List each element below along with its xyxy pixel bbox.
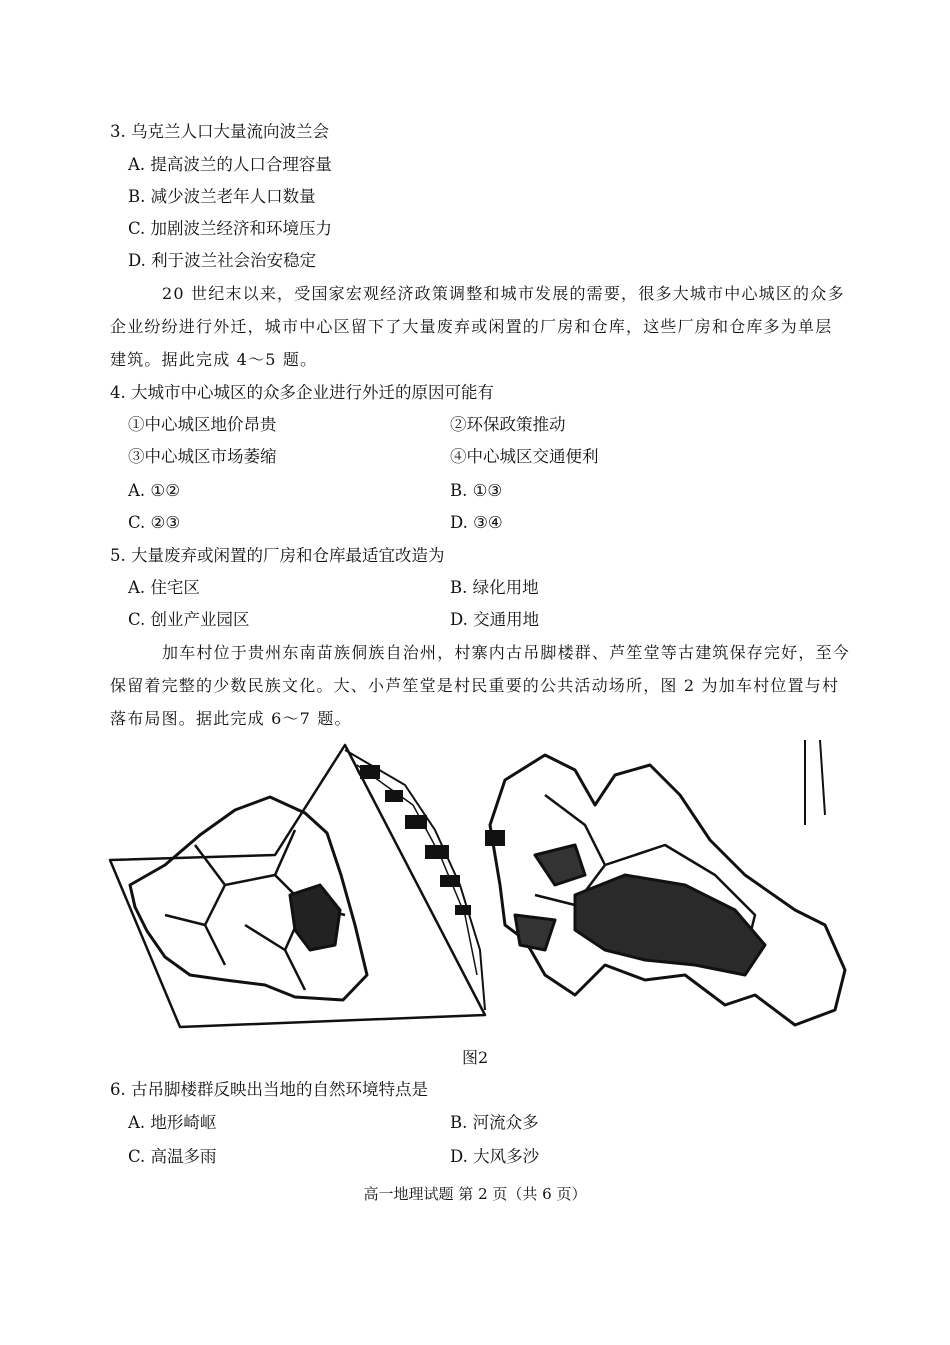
passage-2-line-1: 加车村位于贵州东南苗族侗族自治州，村寨内古吊脚楼群、芦笙堂等古建筑保存完好，至今 (162, 643, 851, 662)
highlight-region (290, 885, 340, 950)
question-4-option-d: D. ③④ (450, 513, 503, 532)
question-4-item-2: ②环保政策推动 (450, 415, 566, 434)
question-3-option-d: D. 利于波兰社会治安稳定 (128, 251, 317, 270)
question-5-option-c: C. 创业产业园区 (128, 610, 250, 629)
passage-1-line-1: 20 世纪末以来，受国家宏观经济政策调整和城市发展的需要，很多大城市中心城区的众多 (162, 284, 845, 303)
legend-mark (485, 830, 505, 846)
question-6-option-b: B. 河流众多 (450, 1113, 539, 1132)
question-5-stem: 5. 大量废弃或闲置的厂房和仓库最适宜改造为 (110, 546, 445, 565)
figure-2-map (105, 735, 850, 1035)
map-strip-inner (357, 765, 477, 975)
building-cluster (535, 845, 585, 885)
legend-mark (405, 815, 427, 829)
legend-mark (455, 905, 471, 915)
passage-1-line-2: 企业纷纷进行外迁，城市中心区留下了大量废弃或闲置的厂房和仓库，这些厂房和仓库多为单层 (110, 317, 833, 336)
passage-2-line-3: 落布局图。据此完成 6～7 题。 (110, 709, 352, 728)
question-4-item-1: ①中心城区地价昂贵 (128, 415, 277, 434)
question-3-stem: 3. 乌克兰人口大量流向波兰会 (110, 122, 329, 141)
location-map-edge (345, 745, 360, 775)
legend-mark (440, 875, 460, 887)
question-6-option-c: C. 高温多雨 (128, 1147, 217, 1166)
question-6-option-a: A. 地形崎岖 (128, 1113, 217, 1132)
question-4-option-c: C. ②③ (128, 513, 181, 532)
passage-1-line-3: 建筑。据此完成 4～5 题。 (110, 350, 318, 369)
village-layout (490, 740, 845, 1025)
question-3-option-b: B. 减少波兰老年人口数量 (128, 187, 316, 206)
question-3-option-c: C. 加剧波兰经济和环境压力 (128, 219, 333, 238)
question-5-option-d: D. 交通用地 (450, 610, 540, 629)
passage-2-line-2: 保留着完整的少数民族文化。大、小芦笙堂是村民重要的公共活动场所，图 2 为加车村位置与村 (110, 676, 840, 695)
question-4-item-3: ③中心城区市场萎缩 (128, 447, 277, 466)
question-4-stem: 4. 大城市中心城区的众多企业进行外迁的原因可能有 (110, 383, 494, 402)
location-map (110, 745, 485, 1027)
question-4-option-a: A. ①② (128, 481, 180, 500)
location-map-frame (110, 745, 485, 1027)
page-footer: 高一地理试题 第 2 页（共 6 页） (363, 1185, 587, 1203)
legend-mark (425, 845, 449, 859)
question-6-stem: 6. 古吊脚楼群反映出当地的自然环境特点是 (110, 1080, 428, 1099)
question-6-option-d: D. 大风多沙 (450, 1147, 540, 1166)
question-4-option-b: B. ①③ (450, 481, 503, 500)
question-4-item-4: ④中心城区交通便利 (450, 447, 599, 466)
building-cluster (515, 915, 555, 950)
question-5-option-a: A. 住宅区 (128, 578, 200, 597)
road (805, 740, 825, 825)
question-5-option-b: B. 绿化用地 (450, 578, 539, 597)
legend-mark (385, 790, 403, 802)
question-3-option-a: A. 提高波兰的人口合理容量 (128, 155, 332, 174)
figure-caption: 图2 (462, 1048, 489, 1067)
legend-mark (360, 765, 380, 779)
building-cluster (575, 875, 765, 975)
